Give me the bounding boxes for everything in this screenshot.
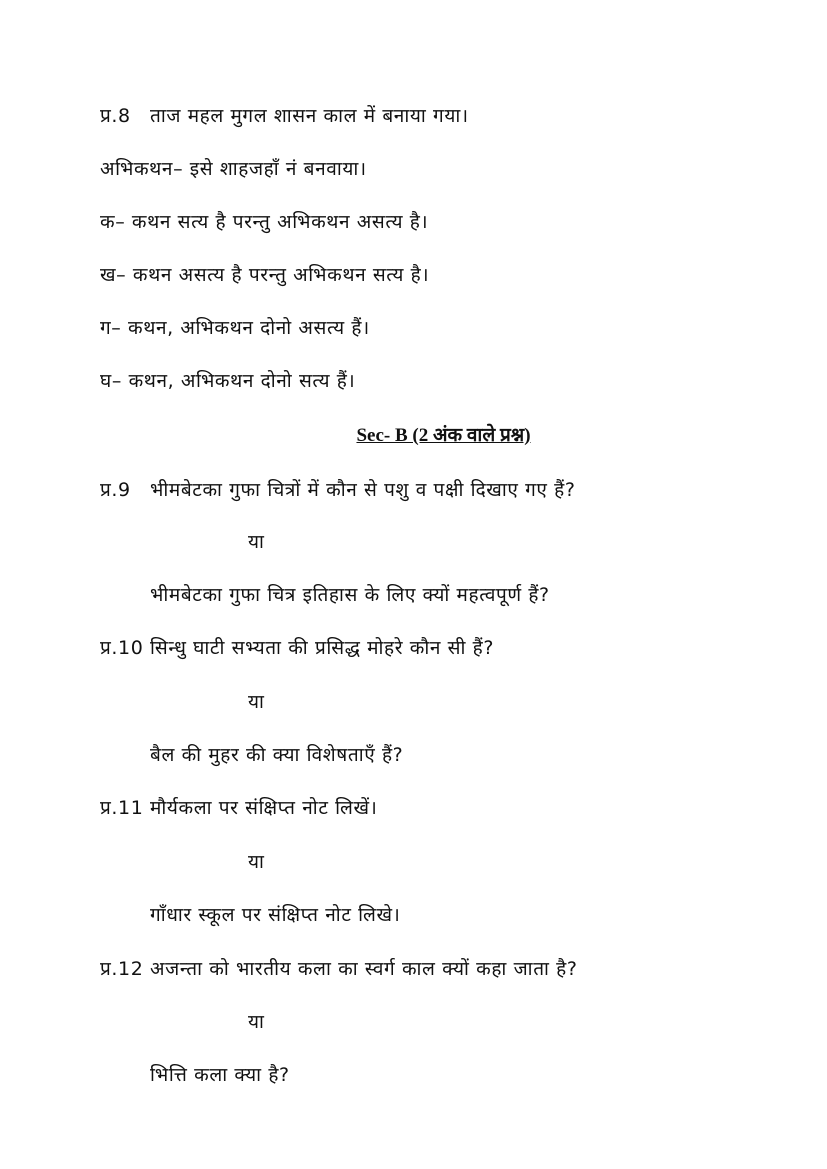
option-c: ग– कथन, अभिकथन दोनो असत्य हैं। [100, 317, 370, 339]
alternate-text: भीमबेटका गुफा चित्र इतिहास के लिए क्यों महत्वपूर्ण हैं? [150, 584, 550, 606]
question-text: अजन्ता को भारतीय कला का स्वर्ग काल क्यों कहा जाता है? [150, 958, 578, 980]
question-text: मौर्यकला पर संक्षिप्त नोट लिखें। [150, 797, 378, 819]
option-d: घ– कथन, अभिकथन दोनो सत्य हैं। [100, 370, 356, 392]
option-b: ख– कथन असत्य है परन्तु अभिकथन सत्य है। [100, 264, 430, 286]
alternate-text: भित्ति कला क्या है? [150, 1064, 290, 1086]
question-number: प्र.11 [100, 797, 144, 819]
assertion-text: अभिकथन– इसे शाहजहाँ नं बनवाया। [100, 158, 367, 180]
question-text: ताज महल मुगल शासन काल में बनाया गया। [150, 105, 469, 127]
question-number: प्र.9 [100, 479, 131, 501]
section-heading [0, 423, 827, 449]
or-label: या [248, 1011, 265, 1033]
or-label: या [248, 691, 265, 713]
alternate-text: गाँधार स्कूल पर संक्षिप्त नोट लिखे। [150, 904, 401, 926]
question-number: प्र.8 [100, 105, 131, 127]
alternate-text: बैल की मुहर की क्या विशेषताएँ हैं? [150, 744, 404, 766]
question-number: प्र.10 [100, 637, 144, 659]
option-a: क– कथन सत्य है परन्तु अभिकथन असत्य है। [100, 211, 429, 233]
question-text: सिन्धु घाटी सभ्यता की प्रसिद्ध मोहरे कौन सी हैं? [150, 637, 495, 659]
section-b-heading: Sec- B (2 अंक वाले प्रश्न) [356, 425, 531, 446]
question-text: भीमबेटका गुफा चित्रों में कौन से पशु व पक्षी दिखाए गए हैं? [150, 479, 576, 501]
or-label: या [248, 531, 265, 553]
question-number: प्र.12 [100, 958, 144, 980]
or-label: या [248, 851, 265, 873]
